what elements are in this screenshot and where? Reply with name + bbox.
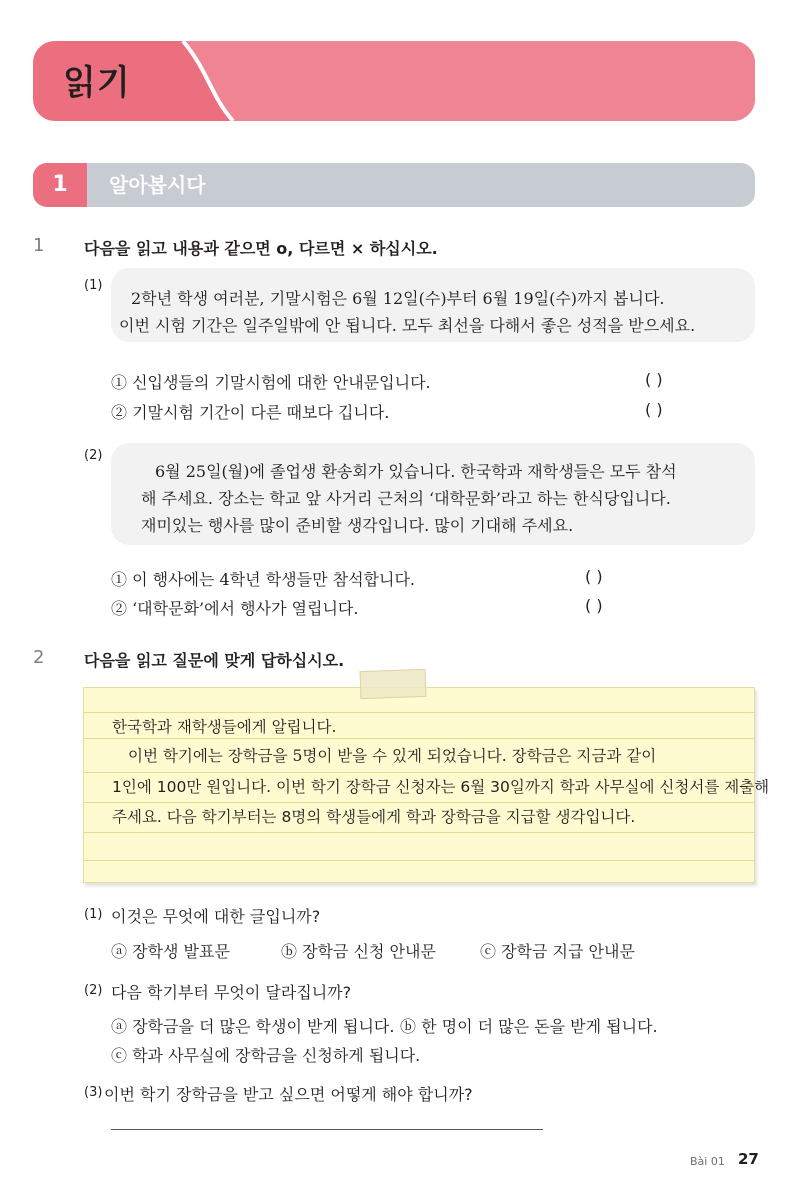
notice-line: 한국학과 재학생들에게 알립니다. bbox=[112, 718, 337, 736]
page-number: 27 bbox=[738, 1150, 759, 1168]
passage-line: 6월 25일(월)에 졸업생 환송회가 있습니다. 한국학과 재학생들은 모두 참석 bbox=[155, 462, 677, 481]
answer-blank[interactable]: ( ) bbox=[585, 567, 603, 586]
answer-blank[interactable]: ( ) bbox=[585, 596, 603, 615]
notice-line: 1인에 100만 원입니다. 이번 학기 장학금 신청자는 6월 30일까지 학과 사무실에 신청서를 제출해 bbox=[112, 778, 770, 796]
q2-sub-3-label: (3) bbox=[84, 1085, 103, 1100]
q1-item-2-label: (2) bbox=[84, 448, 103, 463]
notice-line: 이번 학기에는 장학금을 5명이 받을 수 있게 되었습니다. 장학금은 지금과 같이 bbox=[128, 747, 657, 765]
ruled-line bbox=[84, 712, 754, 713]
section-bar bbox=[33, 163, 755, 207]
header-banner bbox=[33, 41, 755, 121]
q2-sub-2-label: (2) bbox=[84, 983, 103, 998]
tape-decoration bbox=[360, 669, 427, 699]
choice-c[interactable]: ⓒ 학과 사무실에 장학금을 신청하게 됩니다. bbox=[111, 1046, 421, 1065]
sub-question-text: 다음 학기부터 무엇이 달라집니까? bbox=[111, 983, 352, 1002]
passage-line: 재미있는 행사를 많이 준비할 생각입니다. 많이 기대해 주세요. bbox=[141, 516, 574, 535]
ruled-line bbox=[84, 860, 754, 861]
ruled-line bbox=[84, 832, 754, 833]
choice-b[interactable]: ⓑ 한 명이 더 많은 돈을 받게 됩니다. bbox=[400, 1017, 658, 1036]
q1-item-2-passage-box bbox=[111, 443, 755, 545]
notice-line: 주세요. 다음 학기부터는 8명의 학생들에게 학과 장학금을 지급할 생각입니다. bbox=[112, 808, 636, 826]
passage-line: 2학년 학생 여러분, 기말시험은 6월 12일(수)부터 6월 19일(수)까지 봅니다. bbox=[131, 289, 665, 308]
question-2-number: 2 bbox=[33, 647, 45, 668]
footer-lesson: Bài 01 bbox=[690, 1155, 725, 1168]
ruled-line bbox=[84, 738, 754, 739]
choice-a[interactable]: ⓐ 장학생 발표문 bbox=[111, 942, 230, 961]
section-title: 알아봅시다 bbox=[109, 173, 206, 197]
notice-paper bbox=[83, 687, 770, 883]
question-2-instruction: 다음을 읽고 질문에 맞게 답하십시오. bbox=[84, 651, 345, 670]
q1-item-1-label: (1) bbox=[84, 278, 103, 293]
choice-c[interactable]: ⓒ 장학금 지급 안내문 bbox=[480, 942, 635, 961]
statement: ① 이 행사에는 4학년 학생들만 참석합니다. bbox=[111, 570, 415, 589]
choice-b[interactable]: ⓑ 장학금 신청 안내문 bbox=[281, 942, 436, 961]
answer-blank[interactable]: ( ) bbox=[645, 370, 663, 389]
passage-line: 이번 시험 기간은 일주일밖에 안 됩니다. 모두 최선을 다해서 좋은 성적을 받으세요. bbox=[119, 316, 696, 335]
statement: ② 기말시험 기간이 다른 때보다 깁니다. bbox=[111, 403, 390, 422]
ruled-line bbox=[84, 802, 754, 803]
statement: ② ‘대학문화’에서 행사가 열립니다. bbox=[111, 599, 359, 618]
answer-blank[interactable]: ( ) bbox=[645, 400, 663, 419]
passage-line: 해 주세요. 장소는 학교 앞 사거리 근처의 ‘대학문화’라고 하는 한식당입니다. bbox=[141, 489, 671, 508]
answer-line[interactable] bbox=[111, 1129, 543, 1130]
page-title: 읽기 bbox=[63, 63, 131, 103]
sub-question-text: 이번 학기 장학금을 받고 싶으면 어떻게 해야 합니까? bbox=[104, 1085, 473, 1104]
banner-stripe-decoration bbox=[33, 41, 755, 121]
q2-sub-1-label: (1) bbox=[84, 907, 103, 922]
choice-a[interactable]: ⓐ 장학금을 더 많은 학생이 받게 됩니다. bbox=[111, 1017, 395, 1036]
statement: ① 신입생들의 기말시험에 대한 안내문입니다. bbox=[111, 373, 431, 392]
question-1-instruction: 다음을 읽고 내용과 같으면 o, 다르면 × 하십시오. bbox=[84, 239, 438, 258]
q1-item-1-passage-box bbox=[111, 268, 755, 342]
question-1-number: 1 bbox=[33, 235, 45, 256]
ruled-line bbox=[84, 772, 754, 773]
section-number: 1 bbox=[33, 163, 87, 207]
sub-question-text: 이것은 무엇에 대한 글입니까? bbox=[111, 907, 321, 926]
